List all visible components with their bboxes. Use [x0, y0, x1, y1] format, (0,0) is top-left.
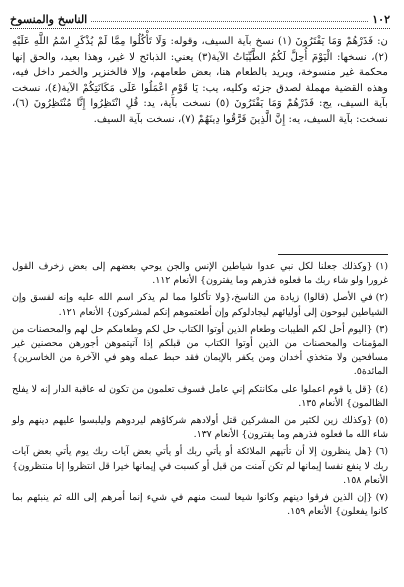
page-header [10, 6, 390, 29]
footnote-number: (٧) [375, 492, 388, 504]
footnote [12, 291, 388, 319]
footnote-text: {إن الذين فرقوا دينهم وكانوا شيعا لست منهم في شيء إنما أمرهم إلى الله ثم ينبئهم بما كانوا يفعلون} الأنعام ١٥٩. [12, 492, 388, 518]
footnote-separator [278, 254, 388, 255]
footnote-number: (٦) [375, 446, 388, 458]
footnote-number: (٤) [375, 383, 388, 395]
footnote-text: {وكذلك جعلنا لكل نبي عدوا شياطين الإنس والجن يوحي بعضهم إلى بعض زخرف القول غرورا ولو شاء ربك ما فعلوه فذرهم وما يفترون} الأنعام ١١٢. [12, 261, 388, 287]
header-dots [91, 21, 368, 22]
main-text [12, 34, 388, 128]
main-paragraph: ن: فَذَرْهُمْ وَمَا يَفْتَرُونَ (١) نسخ بآية السيف، وقوله: وَلَا تَأْكُلُوا مِمَّا لَمْ يُذْكَرِ اسْمُ اللَّهِ عَلَيْهِ (٢)، نسخها: الْيَوْمَ أُحِلَّ لَكُمُ الطَّيِّبَاتُ الآية(٣) يعني: الذبائح لا غير، وهذا بعيد، والحق إنها محكمة غير منسوخة، ويريد بالطعام هنا، بعض طعامهم، وإلا فالخنزير والخمر داخل فيه، وهذه القضية مهملة لصدق جزئه وكليه، يب: يَا قَوْمِ اعْمَلُوا عَلَى مَكَانَتِكُمْ الآية(٤)، نسخت بآية السيف، يج: فَذَرْهُمْ وَمَا يَفْتَرُونَ (٥) نسخت بآية، يد: قُلِ انْتَظِرُوا إِنَّا مُنْتَظِرُونَ (٦)، نسخت: بآية السيف، يه: إِنَّ الَّذِينَ فَرَّقُوا دِينَهُمْ (٧)، نسخت بآية السيف. [12, 36, 388, 125]
footnote-text: {اليوم أحل لكم الطيبات وطعام الذين أوتوا الكتاب حل لكم وطعامكم حل لهم والمحصنات من المؤمنات والمحصنات من الذين أوتوا الكتاب من قبلكم إذا آتيتموهن أجورهن محصنين غير مسافحين ولا متخذي أخدان ومن يكفر بالإيمان فقد حبط عمله وهو في الآخرة من الخاسرين} المائدة٥. [12, 323, 388, 378]
footnote [12, 445, 388, 488]
footnote-number: (٣) [375, 323, 388, 335]
footnote-text: {وكذلك زين لكثير من المشركين قتل أولادهم شركاؤهم ليردوهم وليلبسوا عليهم دينهم ولو شاء الله ما فعلوه فذرهم وما يفترون} الأنعام ١٣٧. [12, 415, 388, 441]
footnote [12, 414, 388, 442]
footnote-text: {هل ينظرون إلا أن تأتيهم الملائكة أو يأتي ربك أو يأتي بعض آيات ربك يوم يأتي بعض آيات ربك لا ينفع نفسا إيمانها لم تكن آمنت من قبل أو كسبت في إيمانها خيرا قل انتظروا إنا منتظرون} الأنعام ١٥٨. [12, 446, 388, 486]
footnote [12, 491, 388, 519]
footnote-text: في الأصل (قالوا) زيادة من الناسخ،{ولا تأكلوا مما لم يذكر اسم الله عليه وإنه لفسق وإن الشياطين ليوحون إلى أوليائهم ليجادلوكم وإن أطعتموهم إنكم لمشركون} الأنعام ١٢١. [12, 292, 388, 318]
footnote [12, 260, 388, 288]
footnote-number: (٥) [375, 415, 388, 427]
footnote-number: (٢) [375, 292, 388, 304]
footnote-number: (١) [375, 261, 388, 272]
footnote [12, 323, 388, 380]
footnotes [12, 260, 388, 522]
page-number: ١٠٢ [372, 13, 390, 26]
footnote-text: {قل يا قوم اعملوا على مكانتكم إني عامل فسوف تعلمون من تكون له عاقبة الدار إنه لا يفلح الظالمون} الأنعام ١٣٥. [12, 383, 388, 409]
footnote [12, 383, 388, 411]
running-title: الناسخ والمنسوخ [10, 13, 88, 26]
